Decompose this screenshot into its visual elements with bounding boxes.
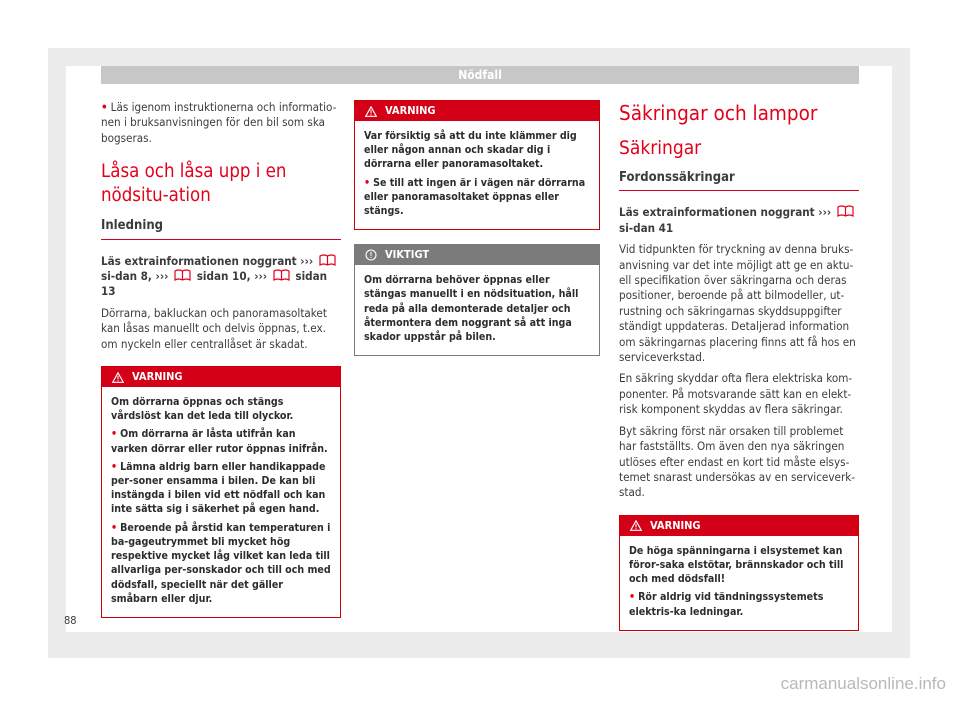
notice-box	[354, 244, 600, 356]
reference-line: Läs extrainformationen noggrant ››› si-dan 8, ››› sidan 10, ››› sidan 13	[101, 254, 341, 300]
warning-box	[619, 515, 859, 631]
book-reference-icon[interactable]	[273, 269, 290, 281]
book-reference-icon[interactable]	[319, 254, 336, 266]
bullet-icon: •	[111, 428, 118, 441]
bullet-icon: •	[111, 460, 118, 473]
warning-body: De höga spänningarna i elsystemet kan föror-saka elstötar, brännskador och till och med dödsfall! • Rör aldrig vid tändningssystemets elektris-ka ledningar.	[620, 536, 858, 630]
warning-box	[101, 366, 341, 618]
column-left	[101, 100, 341, 632]
warning-header: VARNING	[355, 101, 599, 121]
info-circle-icon	[365, 249, 377, 261]
section-title: Säkringar	[619, 137, 702, 159]
body-paragraph: Byt säkring först när orsaken till problemet har fastställts. Om även den nya säkringen utlöses efter endast en kort tid måste elsys-temet snarast undersökas av en serviceverk-stad.	[619, 423, 856, 500]
subsection-heading: Inledning	[101, 218, 341, 239]
page-number: 88	[64, 614, 77, 627]
reference-line: Läs extrainformationen noggrant ››› si-dan 41	[619, 205, 859, 236]
notice-body: Om dörrarna behöver öppnas eller stängas manuellt i en nödsituation, håll reda på alla demonterade detaljer och återmontera dem noggrant så att inga skador uppstår på bilen.	[364, 274, 579, 344]
chapter-header: Nödfall	[101, 66, 859, 84]
chapter-title: Säkringar och lampor	[619, 101, 818, 125]
warning-body: Var försiktig så att du inte klämmer dig eller någon annan och skadar dig i dörrarna eller panoramasoltaket. • Se till att ingen är i vägen när dörrarna eller panoramasoltaket öppnas eller stängs.	[355, 121, 599, 229]
notice-header: VIKTIGT	[355, 245, 599, 265]
bullet-icon: •	[101, 100, 108, 114]
warning-bullet: • Beroende på årstid kan temperaturen i ba-gageutrymmet bli mycket hög respektive mycket låg vilket kan leda till allvarliga per-sonskador och till och med dödsfall, speciellt när det gäller småbarn eller djur.	[111, 521, 331, 605]
warning-bullet: • Lämna aldrig barn eller handikappade per-soner ensamma i bilen. De kan bli instängda i bilen vid ett nödfall och kan inte sätta sig i säkerhet på egen hand.	[111, 460, 326, 516]
warning-bullet: • Om dörrarna är låsta utifrån kan varken dörrar eller rutor öppnas inifrån.	[111, 428, 328, 455]
warning-triangle-icon	[365, 106, 377, 117]
body-paragraph: Dörrarna, bakluckan och panoramasoltaket kan låsas manuellt och delvis öppnas, t.ex. om nyckeln eller centrallåset är skadat.	[101, 305, 327, 351]
warning-bullet: • Rör aldrig vid tändningssystemets elektris-ka ledningar.	[629, 591, 824, 618]
warning-header: VARNING	[102, 367, 340, 387]
book-reference-icon[interactable]	[837, 205, 854, 217]
warning-body: Om dörrarna öppnas och stängs vårdslöst kan det leda till olyckor. • Om dörrarna är låsta utifrån kan varken dörrar eller rutor öppnas inifrån. • Lämna aldrig barn eller handikappade per-soner ensamma i bilen. De kan bli instängda i bilen vid ett nödfall och kan inte sätta sig i säkerhet på egen hand. • Beroende på årstid kan temperaturen i ba-gageutrymmet bli mycket hög respektive mycket låg vilket kan leda till allvarliga per-sonskador och till och med dödsfall, speciellt när det gäller småbarn eller djur.	[111, 396, 331, 605]
book-reference-icon[interactable]	[174, 269, 191, 281]
bullet-icon: •	[111, 521, 118, 534]
subsection-heading: Fordonssäkringar	[619, 170, 859, 191]
warning-triangle-icon	[630, 520, 642, 531]
intro-paragraph: • Läs igenom instruktionerna och informatio-nen i bruksanvisningen för den bil som ska bogseras.	[101, 100, 337, 145]
warning-header: VARNING	[620, 516, 858, 536]
warning-bullet: • Se till att ingen är i vägen när dörrarna eller panoramasoltaket öppnas eller stängs.	[364, 176, 586, 218]
warning-box	[354, 100, 600, 230]
column-right	[619, 100, 859, 645]
warning-triangle-icon	[112, 372, 124, 383]
section-title: Låsa och låsa upp i en nödsitu-ation	[101, 161, 287, 207]
bullet-icon: •	[364, 176, 371, 189]
watermark: carmanualsonline.info	[780, 674, 946, 693]
body-paragraph: En säkring skyddar ofta flera elektriska kom-ponenter. På motsvarande sätt kan en elekt-risk komponent skyddas av flera säkringar.	[619, 371, 853, 417]
bullet-icon: •	[629, 591, 636, 604]
body-paragraph: Vid tidpunkten för tryckning av denna bruks-anvisning var det inte möjligt att ge en aktu-ell specifikation över säkringarna och deras positioner, beroende på att bilmodeller, ut-rustning och säkringarnas skyddsuppgifter ständigt uppdateras. Detaljerad information om säkringarnas placering finns att få hos en serviceverkstad.	[619, 242, 856, 365]
column-middle	[354, 100, 600, 370]
